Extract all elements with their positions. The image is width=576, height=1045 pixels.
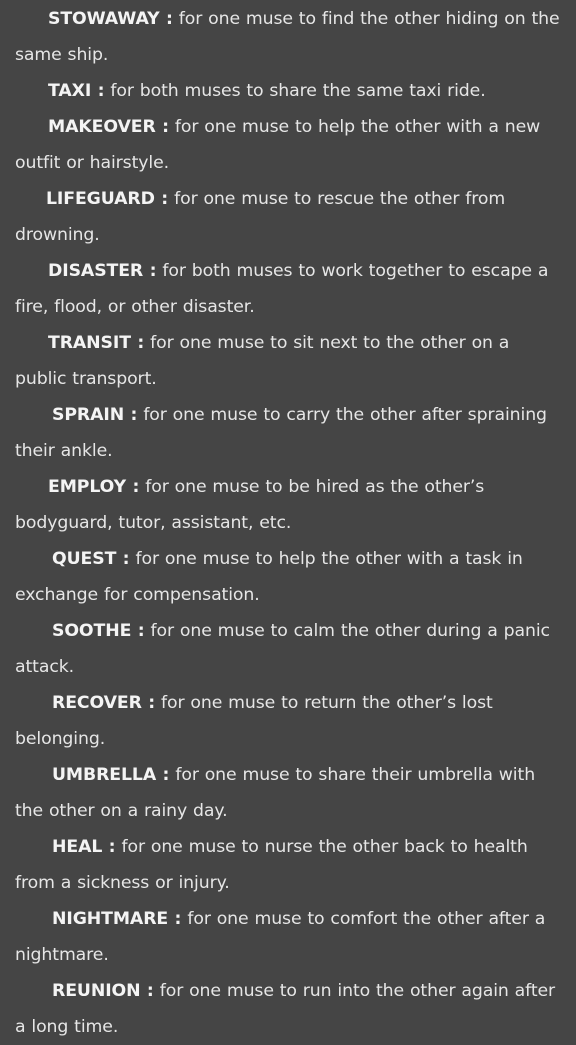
prompt-keyword: NIGHTMARE <box>52 909 169 929</box>
prompt-separator: : <box>159 9 173 29</box>
prompt-description: for one muse to sit next to the other on a public transport. <box>15 333 510 389</box>
prompt-description: for one muse to help the other with a task in exchange for compensation. <box>15 549 523 605</box>
prompt-keyword: UMBRELLA <box>52 765 157 785</box>
prompt-keyword: DISASTER <box>48 261 144 281</box>
prompt-transit <box>15 325 564 397</box>
prompt-separator: : <box>116 549 130 569</box>
prompt-keyword: LIFEGUARD <box>46 189 155 209</box>
prompt-separator: : <box>141 693 156 713</box>
prompt-recover <box>15 685 564 757</box>
prompt-keyword: SOOTHE <box>52 621 132 641</box>
prompt-keyword: EMPLOY <box>48 477 127 497</box>
prompt-description: for one muse to find the other hiding on the same ship. <box>15 9 560 65</box>
prompt-separator: : <box>156 765 170 785</box>
prompt-separator: : <box>143 261 157 281</box>
prompt-keyword: HEAL <box>52 837 103 857</box>
prompt-sprain <box>15 397 564 469</box>
prompt-keyword: SPRAIN <box>52 405 125 425</box>
prompt-heal <box>15 829 564 901</box>
prompt-description: for both muses to share the same taxi ride. <box>110 81 486 101</box>
prompt-keyword: TRANSIT <box>48 333 131 353</box>
prompt-separator: : <box>91 81 105 101</box>
prompt-description: for one muse to carry the other after spraining their ankle. <box>15 405 547 461</box>
prompt-separator: : <box>126 477 140 497</box>
prompt-description: for one muse to run into the other again after a long time. <box>15 981 556 1037</box>
prompt-reunion <box>15 973 564 1045</box>
prompt-separator: : <box>124 405 138 425</box>
prompt-soothe <box>15 613 564 685</box>
prompt-makeover <box>15 109 564 181</box>
prompt-description: for one muse to return the other’s lost belonging. <box>15 693 493 749</box>
prompt-separator: : <box>155 117 169 137</box>
prompt-description: for one muse to help the other with a new outfit or hairstyle. <box>15 117 541 173</box>
prompt-description: for one muse to nurse the other back to health from a sickness or injury. <box>15 837 528 893</box>
prompt-disaster <box>15 253 564 325</box>
prompt-separator: : <box>154 189 169 209</box>
prompt-description: for one muse to be hired as the other’s bodyguard, tutor, assistant, etc. <box>15 477 485 533</box>
prompt-keyword: MAKEOVER <box>48 117 156 137</box>
prompt-keyword: QUEST <box>52 549 117 569</box>
prompt-description: for both muses to work together to escape a fire, flood, or other disaster. <box>15 261 549 317</box>
prompt-description: for one muse to comfort the other after a nightmare. <box>15 909 546 965</box>
prompt-keyword: REUNION <box>52 981 141 1001</box>
prompt-employ <box>15 469 564 541</box>
prompt-quest <box>15 541 564 613</box>
prompt-umbrella <box>15 757 564 829</box>
prompt-separator: : <box>130 333 145 353</box>
prompt-keyword: TAXI <box>48 81 92 101</box>
prompt-keyword: RECOVER <box>52 693 142 713</box>
prompt-description: for one muse to calm the other during a panic attack. <box>15 621 550 677</box>
prompt-nightmare <box>15 901 564 973</box>
prompt-keyword: STOWAWAY <box>48 9 160 29</box>
prompt-separator: : <box>102 837 116 857</box>
prompt-description: for one muse to rescue the other from drowning. <box>15 189 506 245</box>
prompt-stowaway <box>15 1 564 73</box>
prompt-lifeguard <box>15 181 564 253</box>
prompt-separator: : <box>140 981 154 1001</box>
prompt-separator: : <box>131 621 145 641</box>
prompt-description: for one muse to share their umbrella with the other on a rainy day. <box>15 765 536 821</box>
prompt-separator: : <box>168 909 182 929</box>
prompt-taxi <box>15 73 564 109</box>
